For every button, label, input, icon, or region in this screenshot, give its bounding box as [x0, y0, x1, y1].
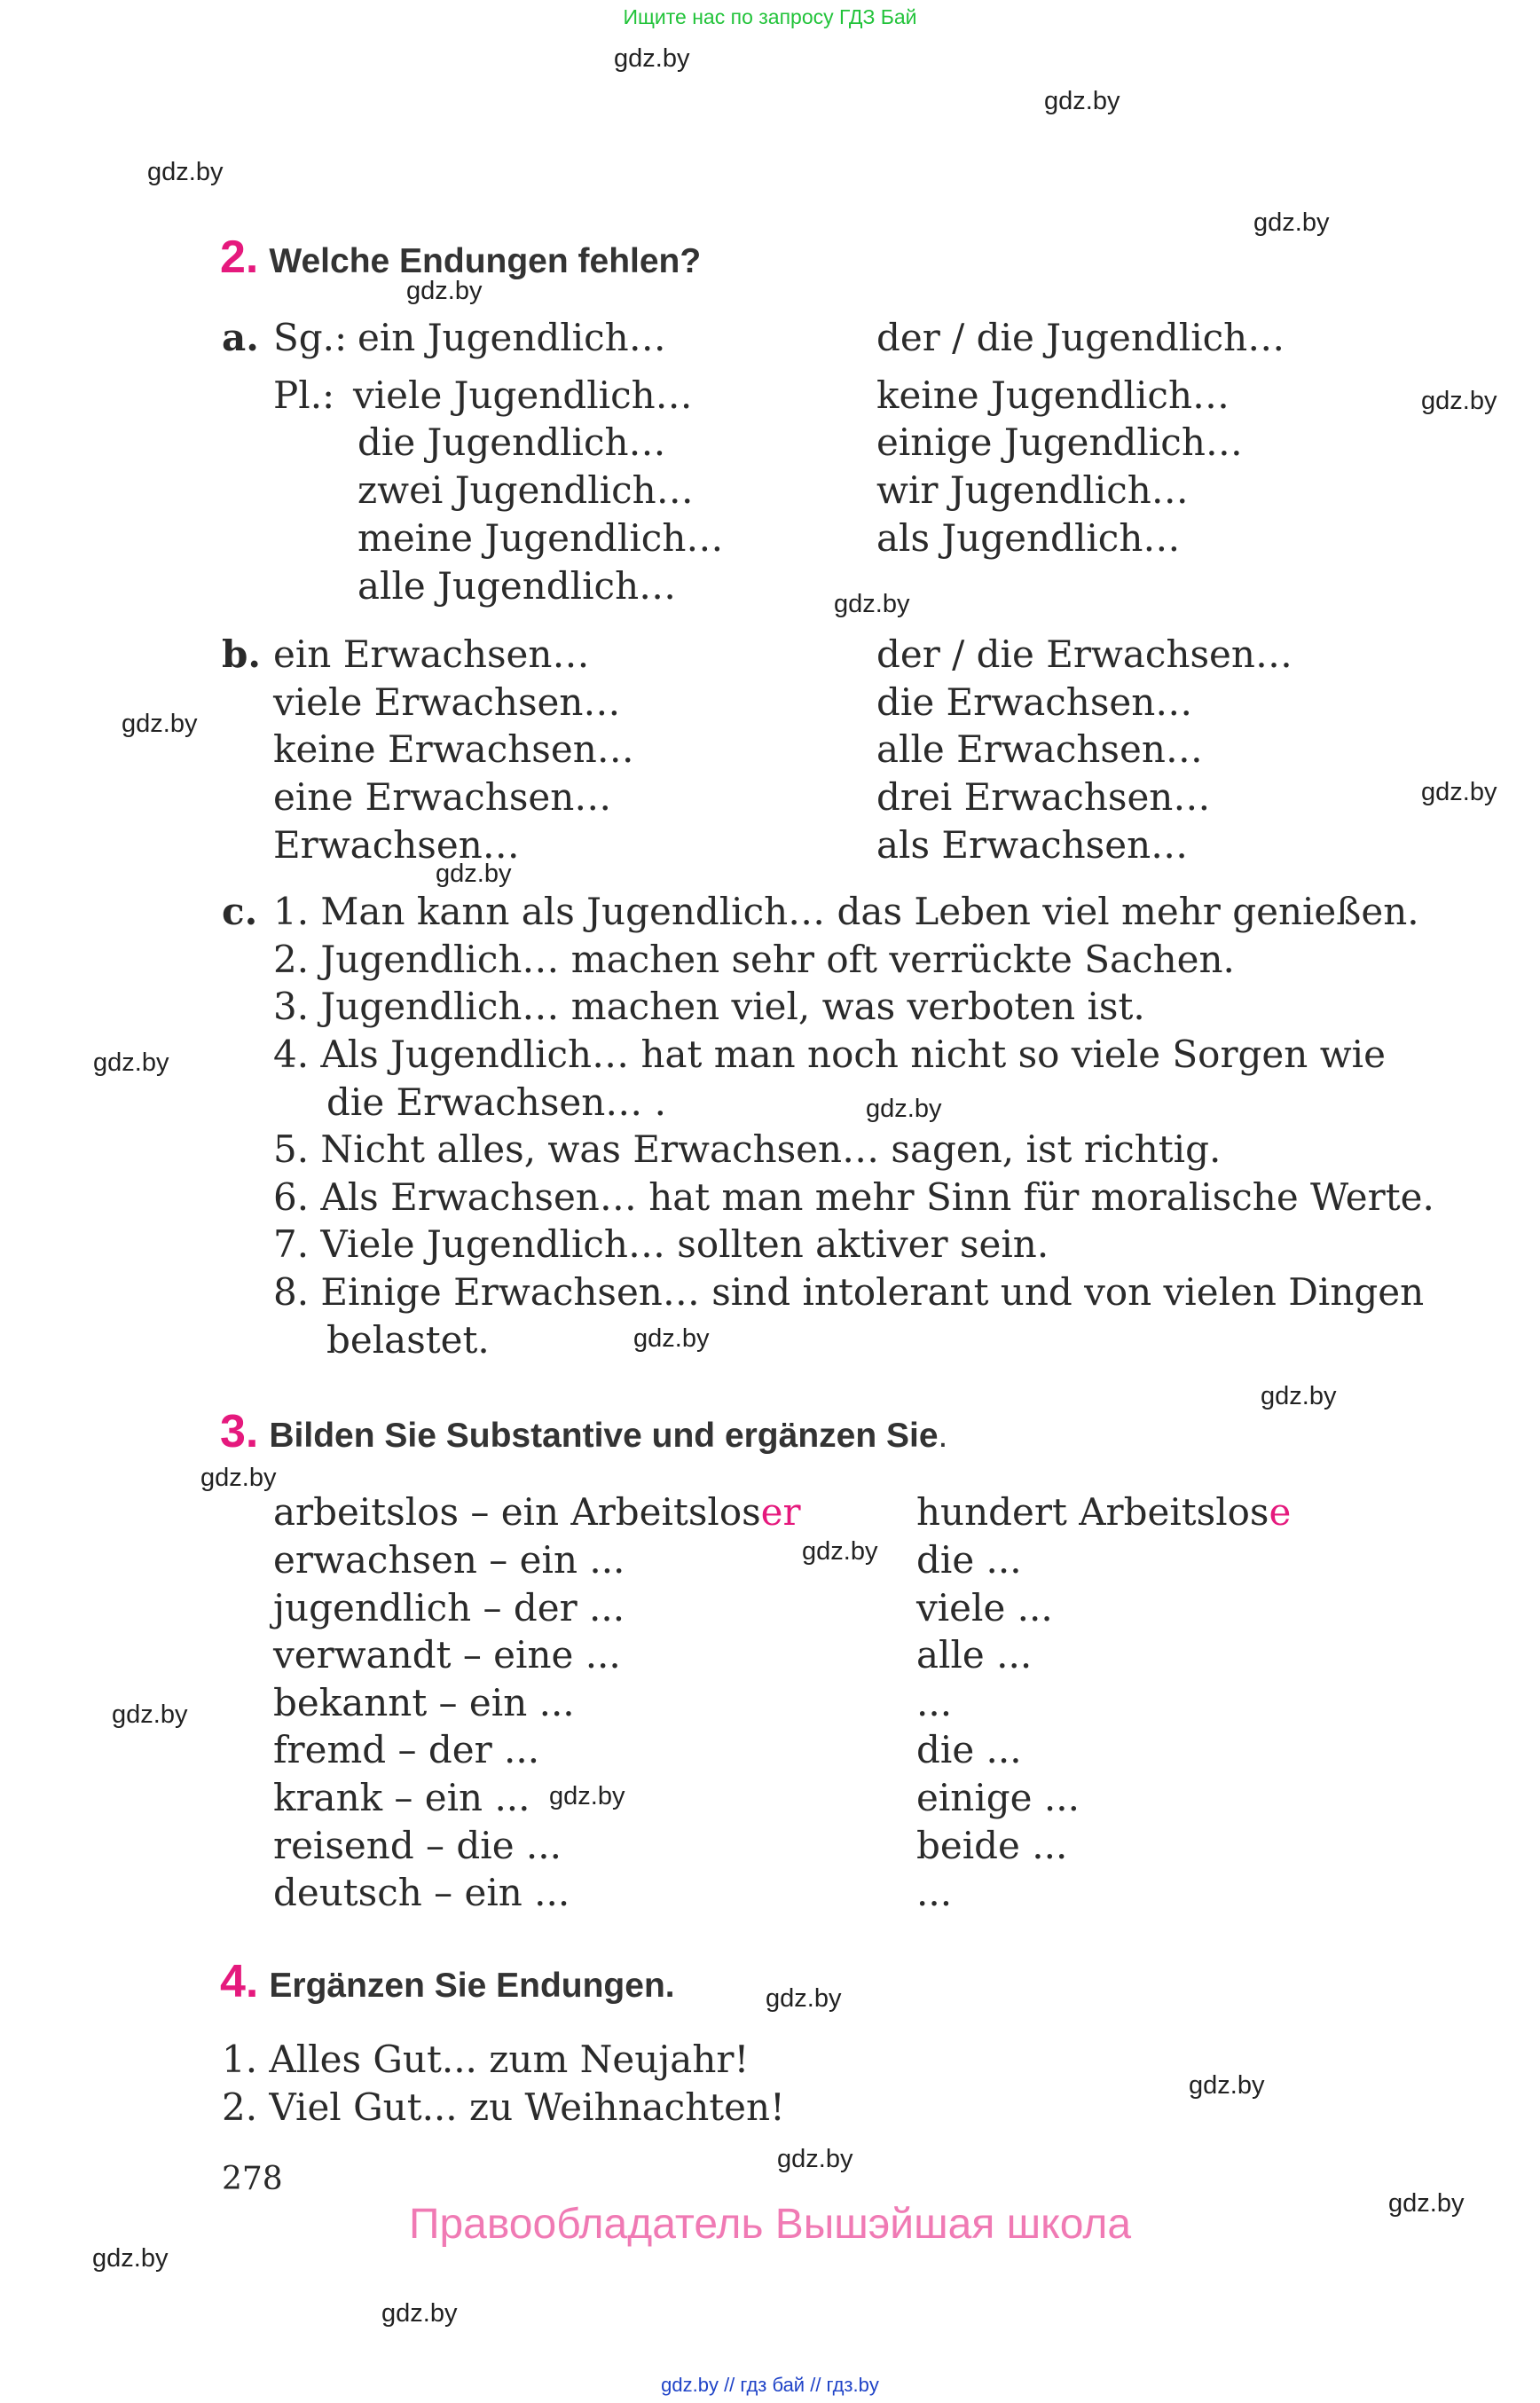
- plural-label: Pl.:: [273, 373, 335, 417]
- watermark: gdz.by: [436, 860, 512, 888]
- watermark: gdz.by: [766, 1984, 842, 2013]
- example-left: arbeitslos – ein Arbeitslos: [273, 1490, 761, 1534]
- sentence-continuation: belastet.: [326, 1318, 490, 1362]
- list-item: deutsch – ein ...: [273, 1871, 570, 1914]
- watermark: gdz.by: [549, 1782, 625, 1810]
- example-right: hundert Arbeitslos: [916, 1490, 1269, 1534]
- ending-highlight: e: [1269, 1490, 1292, 1534]
- watermark: gdz.by: [802, 1537, 878, 1566]
- part-b-label: b.: [222, 632, 261, 676]
- exercise-title: Bilden Sie Substantive und ergänzen Sie: [269, 1417, 939, 1455]
- sentence: 7. Viele Jugendlich… sollten aktiver sein.: [273, 1222, 1049, 1266]
- watermark: gdz.by: [1421, 387, 1497, 415]
- sentence-continuation: die Erwachsen… .: [326, 1080, 666, 1124]
- watermark: gdz.by: [92, 2244, 169, 2273]
- watermark: gdz.by: [200, 1464, 277, 1492]
- list-item: einige Jugendlich…: [876, 420, 1243, 464]
- list-item: wir Jugendlich…: [876, 468, 1189, 512]
- list-item: fremd – der ...: [273, 1728, 540, 1771]
- exercise-2-heading: [220, 231, 701, 284]
- watermark: gdz.by: [1261, 1382, 1337, 1410]
- watermark: gdz.by: [1044, 87, 1120, 115]
- list-item: alle ...: [916, 1633, 1033, 1677]
- list-item: die ...: [916, 1728, 1022, 1771]
- exercise-title: Welche Endungen fehlen?: [269, 242, 702, 280]
- exercise-title: Ergänzen Sie Endungen.: [269, 1967, 675, 2005]
- list-item: alle Jugendlich…: [358, 564, 677, 608]
- exercise-number: 2.: [220, 232, 259, 283]
- exercise-number: 3.: [220, 1406, 259, 1457]
- list-item: der / die Jugendlich…: [876, 316, 1285, 359]
- list-item: keine Erwachsen…: [273, 727, 634, 771]
- sentence: 3. Jugendlich… machen viel, was verboten ist.: [273, 985, 1145, 1028]
- list-item: der / die Erwachsen…: [876, 632, 1292, 676]
- example-pair: [273, 1490, 801, 1534]
- list-item: Erwachsen…: [273, 823, 520, 867]
- watermark: gdz.by: [112, 1700, 188, 1729]
- sentence: 2. Viel Gut... zu Weihnachten!: [222, 2085, 785, 2129]
- sentence: 1. Alles Gut... zum Neujahr!: [222, 2038, 750, 2081]
- list-item: als Erwachsen…: [876, 823, 1189, 867]
- copyright-notice: Правообладатель Вышэйшая школа: [408, 2201, 1132, 2248]
- watermark: gdz.by: [1421, 778, 1497, 806]
- list-item: die ...: [916, 1538, 1022, 1582]
- watermark: gdz.by: [1388, 2189, 1465, 2218]
- list-item: viele ...: [916, 1586, 1053, 1629]
- exercise-title-period: .: [938, 1417, 948, 1455]
- list-item: drei Erwachsen…: [876, 775, 1211, 819]
- part-c-label: c.: [222, 890, 258, 933]
- list-item: viele Jugendlich…: [353, 373, 693, 417]
- list-item: eine Erwachsen…: [273, 775, 612, 819]
- list-item: zwei Jugendlich…: [358, 468, 694, 512]
- list-item: krank – ein ...: [273, 1776, 530, 1819]
- watermark: gdz.by: [614, 44, 690, 73]
- list-item: die Jugendlich…: [358, 420, 666, 464]
- sentence: 2. Jugendlich… machen sehr oft verrückte Sachen.: [273, 938, 1235, 981]
- exercise-4-heading: [220, 1955, 675, 2008]
- watermark: gdz.by: [1253, 208, 1330, 237]
- singular-label: Sg.:: [273, 316, 348, 359]
- watermark: gdz.by: [147, 158, 224, 186]
- example-plural: [916, 1490, 1291, 1534]
- sentence: 5. Nicht alles, was Erwachsen… sagen, ist richtig.: [273, 1127, 1222, 1171]
- exercise-3-heading: [220, 1405, 947, 1458]
- list-item: einige ...: [916, 1776, 1080, 1819]
- ending-highlight: er: [760, 1490, 801, 1534]
- part-a-label: a.: [222, 316, 259, 359]
- list-item: beide ...: [916, 1824, 1068, 1867]
- list-item: ein Erwachsen…: [273, 632, 590, 676]
- list-item: erwachsen – ein ...: [273, 1538, 625, 1582]
- sentence: 6. Als Erwachsen… hat man mehr Sinn für moralische Werte.: [273, 1175, 1434, 1219]
- top-banner: Ищите нас по запросу ГДЗ Бай: [623, 5, 917, 28]
- watermark: gdz.by: [122, 710, 198, 738]
- watermark: gdz.by: [633, 1324, 710, 1353]
- footer-links[interactable]: gdz.by // гдз бай // гдз.by: [661, 2374, 879, 2396]
- list-item: alle Erwachsen…: [876, 727, 1203, 771]
- watermark: gdz.by: [866, 1095, 942, 1123]
- watermark: gdz.by: [381, 2299, 458, 2328]
- watermark: gdz.by: [406, 277, 483, 305]
- page-number: 278: [222, 2161, 283, 2197]
- list-item: keine Jugendlich…: [876, 373, 1230, 417]
- exercise-number: 4.: [220, 1956, 259, 2007]
- sentence: 4. Als Jugendlich… hat man noch nicht so viele Sorgen wie: [273, 1033, 1386, 1076]
- list-item: ein Jugendlich…: [358, 316, 666, 359]
- sentence: 8. Einige Erwachsen… sind intolerant und von vielen Dingen: [273, 1270, 1425, 1314]
- watermark: gdz.by: [777, 2145, 853, 2173]
- list-item: verwandt – eine ...: [273, 1633, 621, 1677]
- list-item: ...: [916, 1871, 953, 1914]
- watermark: gdz.by: [1189, 2071, 1265, 2100]
- watermark: gdz.by: [834, 590, 910, 618]
- list-item: ...: [916, 1681, 953, 1724]
- list-item: als Jugendlich…: [876, 516, 1181, 560]
- list-item: viele Erwachsen…: [273, 680, 621, 724]
- list-item: meine Jugendlich…: [358, 516, 724, 560]
- list-item: reisend – die ...: [273, 1824, 562, 1867]
- list-item: jugendlich – der ...: [273, 1586, 625, 1629]
- list-item: die Erwachsen…: [876, 680, 1193, 724]
- watermark: gdz.by: [93, 1048, 169, 1077]
- list-item: bekannt – ein ...: [273, 1681, 575, 1724]
- sentence: 1. Man kann als Jugendlich… das Leben viel mehr genießen.: [273, 890, 1419, 933]
